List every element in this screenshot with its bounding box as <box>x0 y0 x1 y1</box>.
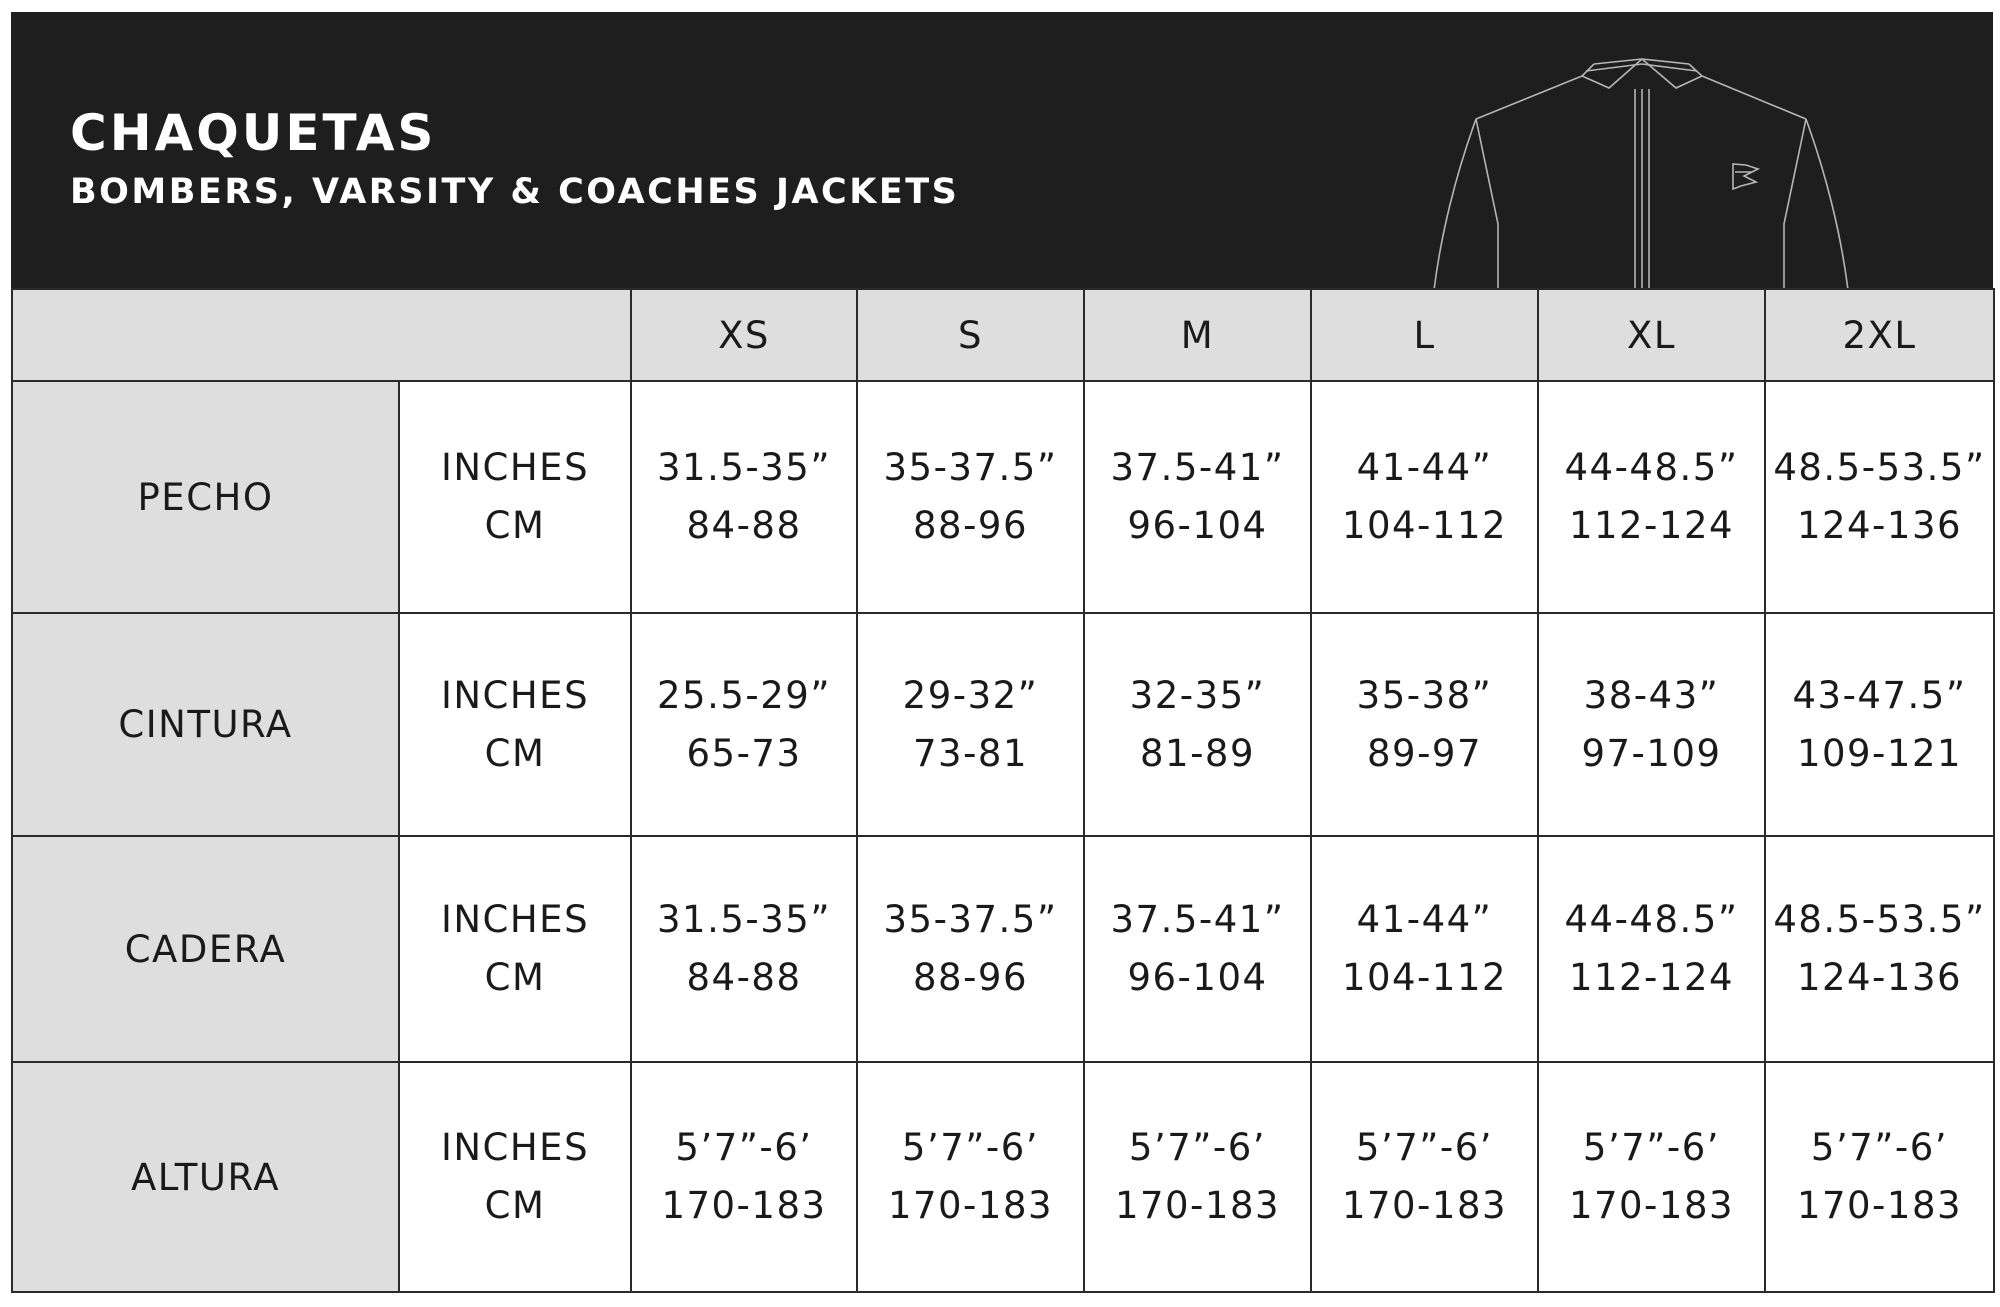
value-cm: 65-73 <box>686 731 802 775</box>
size-header-l: L <box>1311 289 1538 381</box>
value-cm: 112-124 <box>1568 504 1735 547</box>
value-cell <box>857 836 1084 1062</box>
value-cm: 170-183 <box>1796 1184 1963 1227</box>
row-label-altura: ALTURA <box>12 1062 399 1292</box>
value-inches: 25.5-29” <box>657 673 831 717</box>
value-cell <box>857 613 1084 836</box>
value-inches: 43-47.5” <box>1792 673 1967 717</box>
value-inches: 44-48.5” <box>1564 446 1739 489</box>
value-cm: 112-124 <box>1568 956 1735 999</box>
value-cm: 109-121 <box>1796 731 1963 775</box>
value-inches: 41-44” <box>1356 446 1493 489</box>
row-label-pecho: PECHO <box>12 381 399 613</box>
unit-cell <box>399 1062 631 1292</box>
value-inches: 44-48.5” <box>1564 898 1739 941</box>
value-cell <box>1765 836 1994 1062</box>
unit-inches: INCHES <box>440 1126 590 1169</box>
value-cell <box>1765 1062 1994 1292</box>
value-inches: 48.5-53.5” <box>1773 446 1986 489</box>
value-cm: 88-96 <box>912 504 1028 547</box>
value-cell <box>631 381 857 613</box>
value-cell <box>1538 381 1765 613</box>
value-cell <box>1084 1062 1311 1292</box>
value-inches: 35-37.5” <box>883 898 1058 941</box>
value-cm: 104-112 <box>1341 504 1508 547</box>
unit-cm: CM <box>484 504 546 547</box>
value-inches: 41-44” <box>1356 898 1493 941</box>
value-cell <box>1311 381 1538 613</box>
jacket-illustration-icon <box>1406 34 1866 288</box>
value-cell <box>1538 836 1765 1062</box>
value-cm: 96-104 <box>1127 956 1268 999</box>
value-cell <box>631 1062 857 1292</box>
unit-cm: CM <box>484 731 546 775</box>
value-cell <box>631 613 857 836</box>
value-cell <box>1084 836 1311 1062</box>
size-header-2xl: 2XL <box>1765 289 1994 381</box>
value-cm: 170-183 <box>661 1184 827 1227</box>
value-cm: 84-88 <box>686 956 802 999</box>
chart-subtitle: BOMBERS, VARSITY & COACHES JACKETS <box>70 172 960 212</box>
value-inches: 32-35” <box>1129 673 1266 717</box>
value-cell <box>631 836 857 1062</box>
value-cm: 170-183 <box>1114 1184 1281 1227</box>
value-cell <box>857 1062 1084 1292</box>
value-inches: 31.5-35” <box>657 898 831 941</box>
value-cm: 73-81 <box>912 731 1028 775</box>
value-inches: 5’7”-6’ <box>1810 1126 1949 1169</box>
unit-inches: INCHES <box>440 673 590 717</box>
unit-cell <box>399 613 631 836</box>
size-header-s: S <box>857 289 1084 381</box>
value-cell <box>1084 613 1311 836</box>
size-header-xl: XL <box>1538 289 1765 381</box>
value-inches: 31.5-35” <box>657 446 831 489</box>
value-inches: 38-43” <box>1583 673 1720 717</box>
value-cm: 96-104 <box>1127 504 1268 547</box>
value-cm: 170-183 <box>887 1184 1054 1227</box>
value-inches: 48.5-53.5” <box>1773 898 1986 941</box>
value-cell <box>1084 381 1311 613</box>
value-cell <box>857 381 1084 613</box>
value-cell <box>1311 613 1538 836</box>
size-header-row <box>12 289 1994 381</box>
value-cm: 124-136 <box>1796 504 1963 547</box>
size-header-xs: XS <box>631 289 857 381</box>
row-label-cadera: CADERA <box>12 836 399 1062</box>
value-cell <box>1765 613 1994 836</box>
unit-inches: INCHES <box>440 898 590 941</box>
size-table <box>11 288 1995 1293</box>
value-inches: 5’7”-6’ <box>1355 1126 1494 1169</box>
value-cm: 170-183 <box>1341 1184 1508 1227</box>
value-inches: 35-37.5” <box>883 446 1058 489</box>
unit-cm: CM <box>484 1184 546 1227</box>
measurement-row-pecho <box>12 381 1994 613</box>
unit-inches: INCHES <box>440 446 590 489</box>
size-header-m: M <box>1084 289 1311 381</box>
value-inches: 35-38” <box>1356 673 1493 717</box>
value-cm: 124-136 <box>1796 956 1963 999</box>
value-cm: 89-97 <box>1366 731 1482 775</box>
value-cell <box>1765 381 1994 613</box>
value-inches: 37.5-41” <box>1110 898 1285 941</box>
value-inches: 5’7”-6’ <box>675 1126 813 1169</box>
measurement-row-altura <box>12 1062 1994 1292</box>
value-cm: 97-109 <box>1581 731 1722 775</box>
value-cell <box>1311 836 1538 1062</box>
value-inches: 37.5-41” <box>1110 446 1285 489</box>
unit-cell <box>399 381 631 613</box>
value-cell <box>1538 1062 1765 1292</box>
value-cm: 104-112 <box>1341 956 1508 999</box>
unit-cell <box>399 836 631 1062</box>
value-cm: 81-89 <box>1139 731 1255 775</box>
row-label-cintura: CINTURA <box>12 613 399 836</box>
chart-header <box>11 12 1993 288</box>
value-cm: 88-96 <box>912 956 1028 999</box>
value-inches: 5’7”-6’ <box>901 1126 1040 1169</box>
value-cm: 84-88 <box>686 504 802 547</box>
value-cell <box>1538 613 1765 836</box>
chart-title: CHAQUETAS <box>70 104 437 162</box>
measurement-row-cintura <box>12 613 1994 836</box>
value-cm: 170-183 <box>1568 1184 1735 1227</box>
value-inches: 5’7”-6’ <box>1128 1126 1267 1169</box>
header-corner-cell <box>12 289 631 381</box>
value-inches: 5’7”-6’ <box>1582 1126 1721 1169</box>
measurement-row-cadera <box>12 836 1994 1062</box>
value-cell <box>1311 1062 1538 1292</box>
unit-cm: CM <box>484 956 546 999</box>
size-chart <box>11 12 1993 1297</box>
value-inches: 29-32” <box>902 673 1039 717</box>
